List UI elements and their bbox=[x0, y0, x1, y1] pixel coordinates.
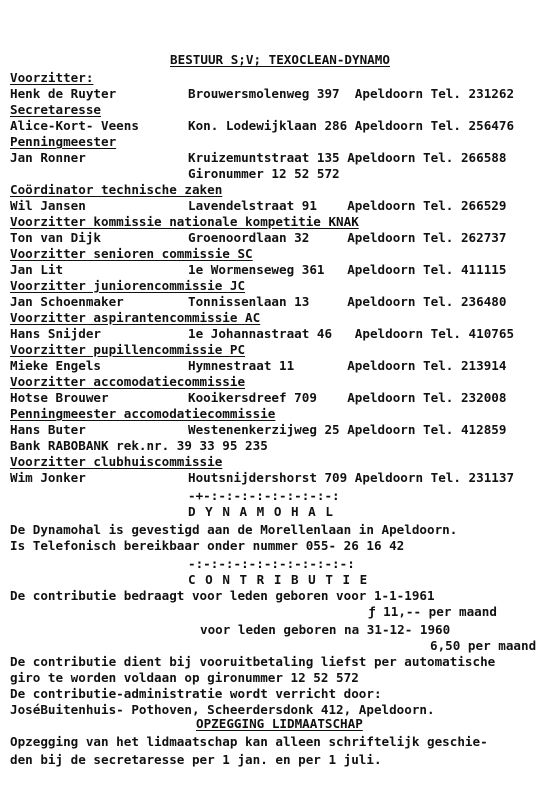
contributie-line-6: giro te worden voldaan op gironummer 12 52 572 bbox=[10, 670, 359, 685]
contributie-line-2: ƒ 11,-- per maand bbox=[368, 604, 497, 619]
voorzitter-name: Henk de Ruyter bbox=[10, 86, 117, 101]
voorzitter-label: Voorzitter: bbox=[10, 70, 94, 85]
pc-address: Hymnestraat 11 Apeldoorn Tel. 213914 bbox=[188, 358, 507, 373]
opzegging-line-2: den bij de secretaresse per 1 jan. en per 1 juli. bbox=[10, 752, 382, 767]
acc-address: Kooikersdreef 709 Apeldoorn Tel. 232008 bbox=[188, 390, 507, 405]
pacc-label: Penningmeester accomodatiecommissie bbox=[10, 406, 276, 421]
contributie-line-7: De contributie-administratie wordt verricht door: bbox=[10, 686, 382, 701]
sc-label: Voorzitter senioren commissie SC bbox=[10, 246, 253, 261]
pacc-bank: Bank RABOBANK rek.nr. 39 33 95 235 bbox=[10, 438, 268, 453]
opzegging-heading: OPZEGGING LIDMAATSCHAP bbox=[196, 716, 363, 731]
coordinator-label: Coördinator technische zaken bbox=[10, 182, 223, 197]
separator-2: -:-:-:-:-:-:-:-:-:-:-: bbox=[188, 556, 355, 571]
contributie-line-4: 6,50 per maand bbox=[430, 638, 537, 653]
knak-address: Groenoordlaan 32 Apeldoorn Tel. 262737 bbox=[188, 230, 507, 245]
acc-name: Hotse Brouwer bbox=[10, 390, 109, 405]
club-address: Houtsnijdershorst 709 Apeldoorn Tel. 231137 bbox=[188, 470, 515, 485]
contributie-line-8: JoséBuitenhuis- Pothoven, Scheerdersdonk 412, Apeldoorn. bbox=[10, 702, 435, 717]
dynamohal-line-1: De Dynamohal is gevestigd aan de Morellenlaan in Apeldoorn. bbox=[10, 522, 458, 537]
ac-name: Hans Snijder bbox=[10, 326, 101, 341]
dynamohal-line-2: Is Telefonisch bereikbaar onder nummer 055- 26 16 42 bbox=[10, 538, 405, 553]
acc-label: Voorzitter accomodatiecommissie bbox=[10, 374, 246, 389]
contributie-line-5: De contributie dient bij vooruitbetaling liefst per automatische bbox=[10, 654, 496, 669]
separator-1: -+-:-:-:-:-:-:-:-:-: bbox=[188, 488, 340, 503]
pc-label: Voorzitter pupillencommissie PC bbox=[10, 342, 246, 357]
secretaresse-label: Secretaresse bbox=[10, 102, 101, 117]
pacc-address: Westenenkerzijweg 25 Apeldoorn Tel. 412859 bbox=[188, 422, 507, 437]
pc-name: Mieke Engels bbox=[10, 358, 101, 373]
secretaresse-name: Alice-Kort- Veens bbox=[10, 118, 139, 133]
voorzitter-address: Brouwersmolenweg 397 Apeldoorn Tel. 231262 bbox=[188, 86, 515, 101]
jc-address: Tonnissenlaan 13 Apeldoorn Tel. 236480 bbox=[188, 294, 507, 309]
document-title: BESTUUR S;V; TEXOCLEAN-DYNAMO bbox=[170, 52, 390, 67]
coordinator-address: Lavendelstraat 91 Apeldoorn Tel. 266529 bbox=[188, 198, 507, 213]
penningmeester-giro: Gironummer 12 52 572 bbox=[188, 166, 340, 181]
knak-name: Ton van Dijk bbox=[10, 230, 101, 245]
contributie-heading: C O N T R I B U T I E bbox=[188, 572, 369, 587]
club-label: Voorzitter clubhuiscommissie bbox=[10, 454, 223, 469]
ac-label: Voorzitter aspirantencommissie AC bbox=[10, 310, 261, 325]
penningmeester-address: Kruizemuntstraat 135 Apeldoorn Tel. 266588 bbox=[188, 150, 507, 165]
contributie-line-1: De contributie bedraagt voor leden geboren voor 1-1-1961 bbox=[10, 588, 435, 603]
sc-name: Jan Lit bbox=[10, 262, 64, 277]
ac-address: 1e Johannastraat 46 Apeldoorn Tel. 410765 bbox=[188, 326, 515, 341]
secretaresse-address: Kon. Lodewijklaan 286 Apeldoorn Tel. 256476 bbox=[188, 118, 515, 133]
sc-address: 1e Wormenseweg 361 Apeldoorn Tel. 411115 bbox=[188, 262, 507, 277]
contributie-line-3: voor leden geboren na 31-12- 1960 bbox=[200, 622, 451, 637]
jc-name: Jan Schoenmaker bbox=[10, 294, 124, 309]
club-name: Wim Jonker bbox=[10, 470, 86, 485]
opzegging-line-1: Opzegging van het lidmaatschap kan alleen schriftelijk geschie- bbox=[10, 734, 488, 749]
penningmeester-label: Penningmeester bbox=[10, 134, 117, 149]
pacc-name: Hans Buter bbox=[10, 422, 86, 437]
jc-label: Voorzitter juniorencommissie JC bbox=[10, 278, 246, 293]
dynamohal-heading: D Y N A M O H A L bbox=[188, 504, 334, 519]
penningmeester-name: Jan Ronner bbox=[10, 150, 86, 165]
knak-label: Voorzitter kommissie nationale kompetitie KNAK bbox=[10, 214, 359, 229]
coordinator-name: Wil Jansen bbox=[10, 198, 86, 213]
